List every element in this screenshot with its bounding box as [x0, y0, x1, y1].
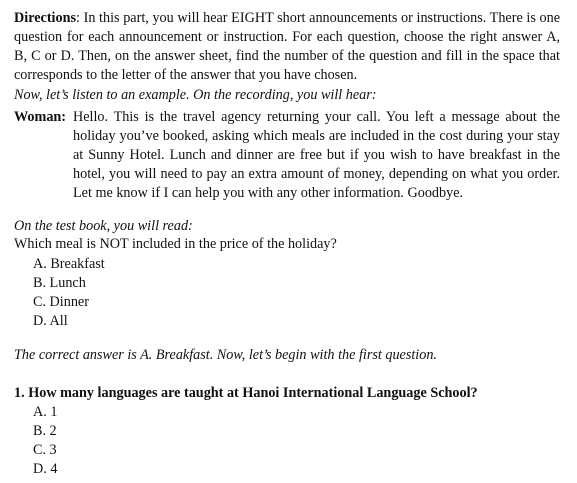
- directions-paragraph: [14, 9, 560, 85]
- dialogue-text: Hello. This is the travel agency returning your call. You left a message about the holiday you’ve booked, asking which meals are included in the cost during your stay at Sunny Hotel. Lunch and dinner are free but if you wish to have breakfast in the hotel, you will need to pay an extra amount of money, depending on what you order. Let me know if I can help you with any other information. Goodbye.: [73, 109, 560, 201]
- speaker-label: Woman:: [14, 109, 67, 125]
- example-intro: Now, let’s listen to an example. On the recording, you will hear:: [14, 87, 377, 103]
- directions-text: : In this part, you will hear EIGHT short announcements or instructions. There is one question for each announcement or instruction. For each question, choose the right answer A, B, C or D. Then, on the answer sheet, find the number of the question and fill in the space that corresponds to the letter of the answer that you have chosen.: [14, 10, 560, 83]
- question-1-option-d: D. 4: [33, 461, 58, 477]
- question-1-option-a: A. 1: [33, 404, 58, 420]
- example-option-b: B. Lunch: [33, 275, 86, 291]
- example-question: Which meal is NOT included in the price of the holiday?: [14, 236, 337, 252]
- test-book-intro: On the test book, you will read:: [14, 218, 193, 234]
- example-option-a: A. Breakfast: [33, 256, 105, 272]
- question-1-option-c: C. 3: [33, 442, 57, 458]
- question-1-text: 1. How many languages are taught at Hanoi International Language School?: [14, 385, 478, 401]
- correct-answer-note: The correct answer is A. Breakfast. Now, let’s begin with the first question.: [14, 347, 437, 363]
- dialogue-block: [14, 108, 560, 203]
- example-option-c: C. Dinner: [33, 294, 89, 310]
- example-option-d: D. All: [33, 313, 68, 329]
- directions-label: Directions: [14, 10, 76, 26]
- question-1-option-b: B. 2: [33, 423, 57, 439]
